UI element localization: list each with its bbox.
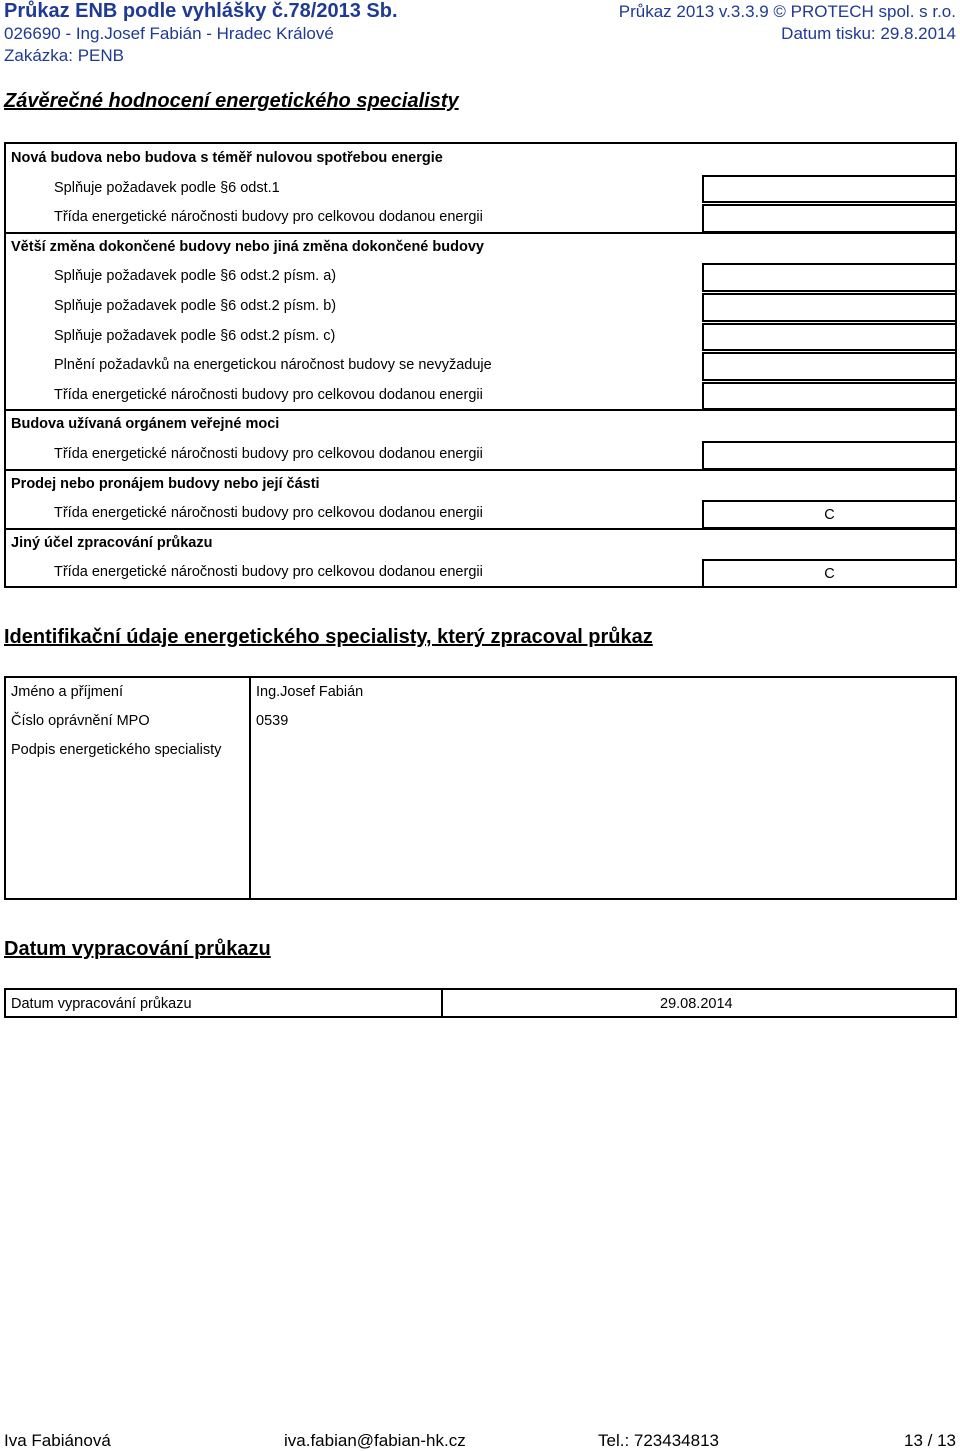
name-value: Ing.Josef Fabián: [256, 684, 364, 700]
date-value: 29.08.2014: [660, 996, 733, 1012]
evaluation-row-label: Splňuje požadavek podle §6 odst.2 písm. a): [54, 268, 337, 285]
evaluation-row-label: Splňuje požadavek podle §6 odst.1: [54, 179, 280, 196]
signature-area: [251, 738, 955, 898]
evaluation-value-box: [702, 382, 955, 411]
footer-page: 13 / 13: [904, 1431, 956, 1450]
print-date: Datum tisku: 29.8.2014: [781, 24, 956, 43]
evaluation-row-label: Splňuje požadavek podle §6 odst.2 písm. c): [54, 327, 336, 344]
evaluation-row-label: Třída energetické náročnosti budovy pro celkovou dodanou energii: [54, 446, 483, 462]
evaluation-value-box: [702, 175, 955, 204]
evaluation-value-box: [702, 323, 955, 352]
evaluation-row-label: Třída energetické náročnosti budovy pro celkovou dodanou energii: [54, 386, 483, 403]
evaluation-row-label: Třída energetické náročnosti budovy pro celkovou dodanou energii: [54, 209, 483, 226]
document-title: Průkaz ENB podle vyhlášky č.78/2013 Sb.: [4, 0, 398, 22]
date-table: [4, 988, 957, 1018]
evaluation-row-value: C: [824, 507, 835, 524]
evaluation-row-label: Třída energetické náročnosti budovy pro celkovou dodanou energii: [54, 505, 483, 522]
evaluation-value-box: [702, 263, 955, 292]
evaluation-row-label: Splňuje požadavek podle §6 odst.2 písm. b): [54, 298, 337, 314]
evaluation-section-label: Větší změna dokončené budovy nebo jiná změna dokončené budovy: [11, 238, 484, 255]
order-line: Zakázka: PENB: [4, 46, 124, 65]
evaluation-value-box: [702, 559, 955, 588]
specialist-table: [4, 676, 957, 900]
evaluation-table: [4, 142, 957, 588]
evaluation-value-box: [702, 500, 955, 529]
evaluation-row-label: Plnění požadavků na energetickou náročnost budovy se nevyžaduje: [54, 357, 492, 374]
date-label: Datum vypracování průkazu: [11, 996, 192, 1012]
footer-phone: Tel.: 723434813: [598, 1431, 719, 1450]
evaluation-section-label: Jiný účel zpracování průkazu: [11, 534, 213, 551]
mpo-value: 0539: [256, 713, 289, 729]
evaluation-row-label: Třída energetické náročnosti budovy pro celkovou dodanou energii: [54, 564, 483, 581]
software-info: Průkaz 2013 v.3.3.9 © PROTECH spol. s r.o.: [618, 2, 956, 21]
evaluation-value-box: [702, 204, 955, 233]
evaluation-heading: Závěrečné hodnocení energetického specialisty: [4, 90, 459, 112]
evaluation-section-label: Prodej nebo pronájem budovy nebo její části: [11, 475, 320, 492]
signature-label: Podpis energetického specialisty: [11, 742, 222, 758]
evaluation-section-label: Budova užívaná orgánem veřejné moci: [11, 416, 280, 433]
evaluation-value-box: [702, 352, 955, 381]
evaluation-value-box: [702, 441, 955, 470]
footer-email: iva.fabian@fabian-hk.cz: [284, 1431, 466, 1450]
name-label: Jméno a příjmení: [11, 684, 124, 700]
evaluation-value-box: [702, 293, 955, 322]
evaluation-row-value: C: [824, 566, 835, 583]
evaluation-section-label: Nová budova nebo budova s téměř nulovou spotřebou energie: [11, 150, 443, 166]
specialist-heading: Identifikační údaje energetického specialisty, který zpracoval průkaz: [4, 626, 653, 648]
mpo-label: Číslo oprávnění MPO: [11, 713, 150, 729]
footer-name: Iva Fabiánová: [4, 1431, 111, 1450]
date-heading: Datum vypracování průkazu: [4, 938, 271, 960]
client-line: 026690 - Ing.Josef Fabián - Hradec Králové: [4, 24, 334, 43]
